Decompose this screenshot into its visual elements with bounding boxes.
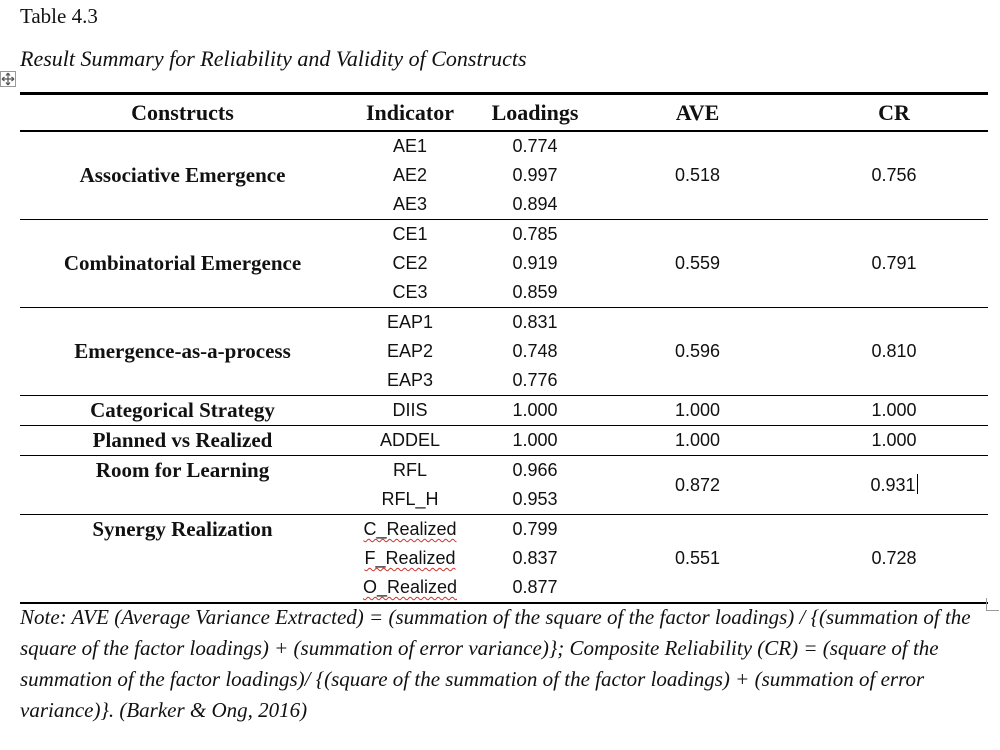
- loading-cell: 1.000: [475, 396, 595, 426]
- table-row: [20, 396, 988, 426]
- results-table: [20, 92, 988, 604]
- construct-synergy-realization: Synergy Realization: [20, 515, 345, 604]
- table-row: [20, 131, 988, 161]
- loading-cell: 0.997: [512, 165, 558, 185]
- ave-cell: 0.518: [595, 131, 800, 220]
- construct-planned-vs-realized: Planned vs Realized: [20, 426, 345, 456]
- table-move-handle[interactable]: [0, 71, 16, 87]
- construct-emergence-as-a-process: Emergence-as-a-process: [20, 308, 345, 396]
- indicator-cell: [345, 544, 475, 573]
- cr-cell: 1.000: [800, 396, 988, 426]
- loading-cell: 0.877: [475, 573, 595, 603]
- construct-room-for-learning: Room for Learning: [20, 456, 345, 515]
- indicator-cell: CE2: [392, 253, 428, 273]
- indicator-cell: AE2: [392, 165, 428, 185]
- header-ave: AVE: [595, 94, 800, 132]
- table-row: [20, 456, 988, 486]
- header-loadings: Loadings: [475, 94, 595, 132]
- table-row: [20, 308, 988, 338]
- construct-combinatorial-emergence: Combinatorial Emergence: [20, 220, 345, 308]
- indicator-cell: EAP1: [386, 312, 434, 332]
- ave-cell: 0.559: [595, 220, 800, 308]
- cr-cell: 0.810: [800, 308, 988, 396]
- indicator-cell: CE3: [345, 278, 475, 308]
- loading-cell: 0.785: [512, 224, 558, 244]
- table-row: [20, 515, 988, 545]
- spellcheck-word[interactable]: F_Realized: [364, 548, 456, 568]
- table-row: [20, 426, 988, 456]
- table-note: Note: AVE (Average Variance Extracted) = (summation of the square of the factor loadings) / {(summation of the square of the factor loadings) + (summation of error variance)}; Composite Reliability (CR) = (square of the summation of the factor loadings)/ {(square of the summation of the factor loadings) + (summation of error variance)}. (Barker & Ong, 2016): [20, 605, 971, 722]
- indicator-cell: EAP2: [386, 341, 434, 361]
- indicator-cell: CE1: [392, 224, 428, 244]
- loading-cell: 0.966: [512, 460, 558, 480]
- ave-cell: 0.872: [595, 456, 800, 515]
- table-row: [20, 220, 988, 250]
- spellcheck-word[interactable]: C_Realized: [363, 519, 457, 539]
- loading-cell: 0.919: [512, 253, 558, 273]
- indicator-cell: DIIS: [345, 396, 475, 426]
- loading-cell: 0.831: [512, 312, 558, 332]
- cr-cell: 0.728: [800, 515, 988, 604]
- loading-cell: 0.894: [475, 190, 595, 220]
- cr-cell: 0.756: [800, 131, 988, 220]
- ave-cell: 0.551: [595, 515, 800, 604]
- indicator-cell: AE1: [392, 136, 428, 156]
- cr-value-editing: 0.931: [870, 475, 916, 495]
- indicator-cell: ADDEL: [345, 426, 475, 456]
- ave-cell: 1.000: [595, 426, 800, 456]
- move-arrows-icon: [1, 72, 15, 86]
- indicator-cell: RFL_H: [345, 485, 475, 515]
- indicator-cell: AE3: [345, 190, 475, 220]
- text-cursor: [917, 474, 918, 494]
- loading-cell: 0.748: [512, 341, 558, 361]
- spellcheck-word[interactable]: O_Realized: [362, 577, 458, 597]
- indicator-cell: [345, 573, 475, 603]
- table-caption: Table 4.3: [20, 4, 98, 28]
- loading-cell: 0.953: [475, 485, 595, 515]
- construct-categorical-strategy: Categorical Strategy: [20, 396, 345, 426]
- indicator-cell: [345, 515, 475, 545]
- loading-cell: 0.837: [512, 548, 558, 568]
- ave-cell: 0.596: [595, 308, 800, 396]
- header-row: [20, 94, 988, 132]
- loading-cell: 0.774: [512, 136, 558, 156]
- cr-cell: 0.791: [800, 220, 988, 308]
- construct-associative-emergence: Associative Emergence: [20, 131, 345, 220]
- header-indicator: Indicator: [345, 94, 475, 132]
- cr-cell[interactable]: [800, 456, 988, 515]
- loading-cell: 1.000: [475, 426, 595, 456]
- loading-cell: 0.859: [475, 278, 595, 308]
- indicator-cell: RFL: [392, 460, 427, 480]
- header-cr: CR: [800, 94, 988, 132]
- loading-cell: 0.776: [475, 366, 595, 396]
- header-constructs: Constructs: [20, 94, 345, 132]
- ave-cell: 1.000: [595, 396, 800, 426]
- loading-cell: 0.799: [512, 519, 558, 539]
- table-subtitle: Result Summary for Reliability and Validity of Constructs: [20, 46, 527, 71]
- indicator-cell: EAP3: [345, 366, 475, 396]
- cr-cell: 1.000: [800, 426, 988, 456]
